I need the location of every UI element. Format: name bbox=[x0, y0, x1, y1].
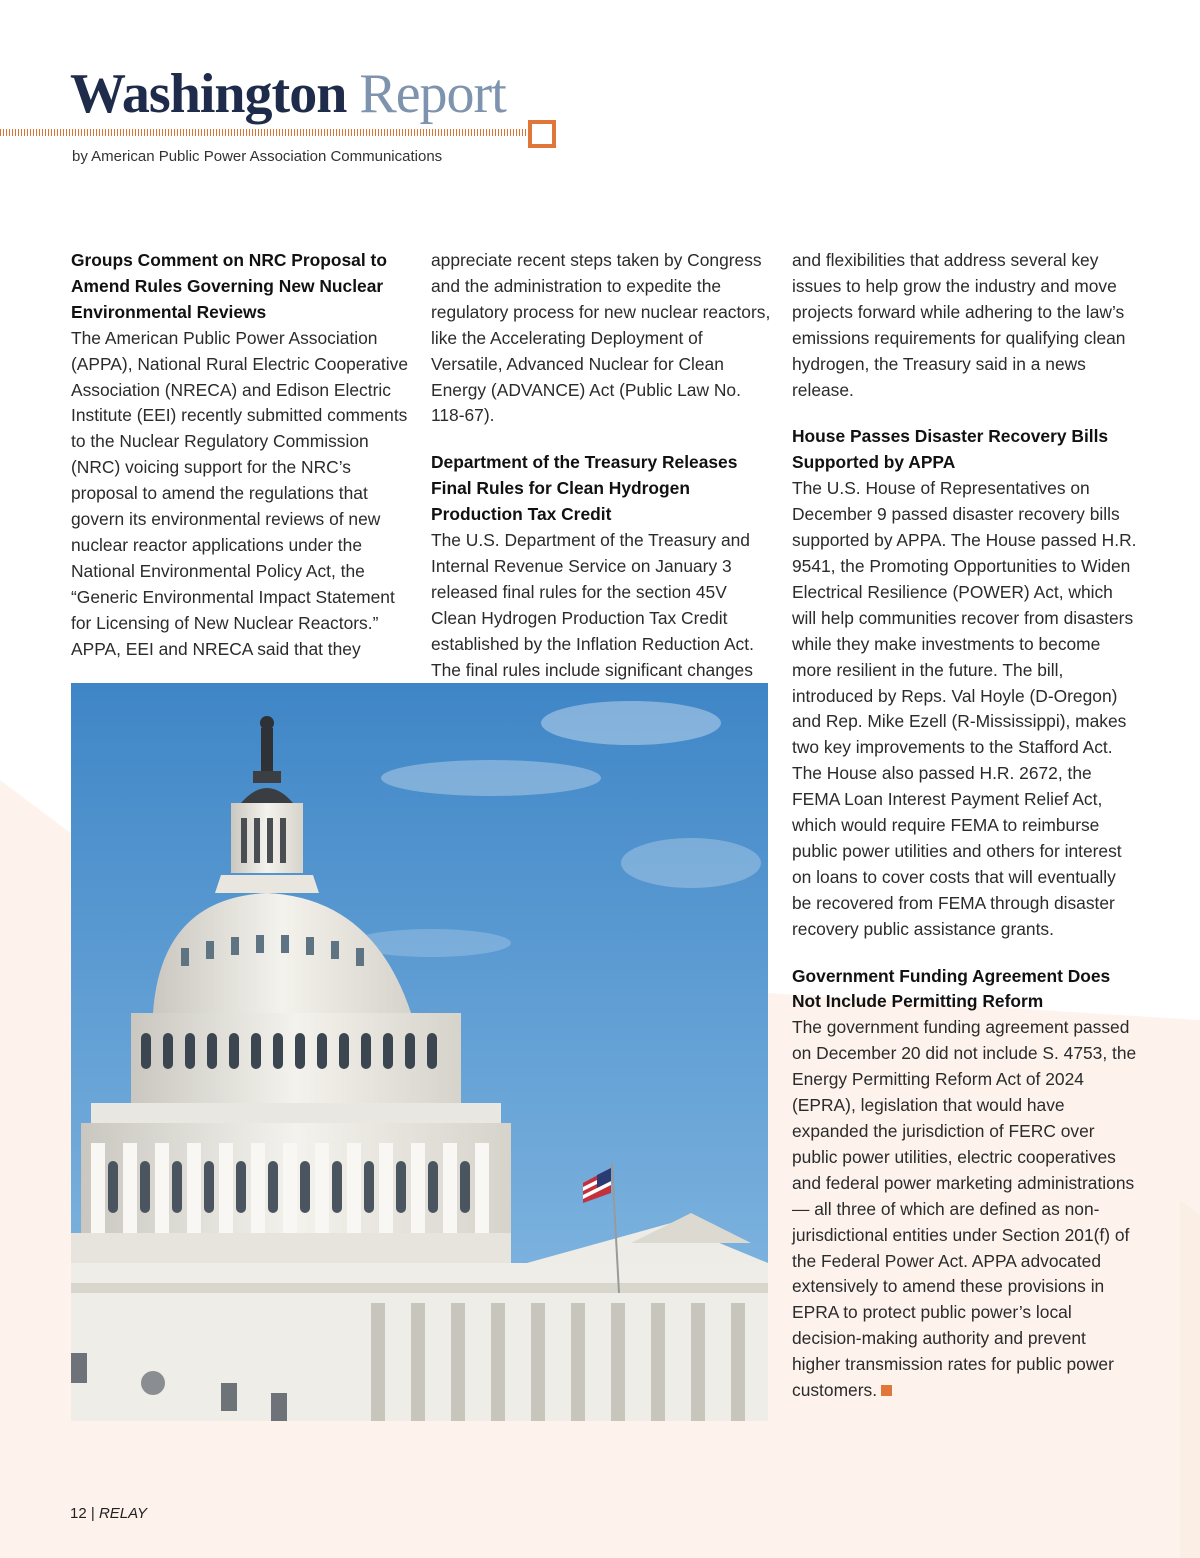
publication-name: RELAY bbox=[98, 1505, 148, 1522]
masthead bbox=[70, 62, 506, 126]
orange-square-icon bbox=[881, 1385, 892, 1396]
footer-separator: | bbox=[90, 1505, 95, 1522]
page-footer bbox=[70, 1505, 147, 1522]
article-body-last bbox=[792, 1015, 1137, 1404]
article-body-continued: and flexibilities that address several key issues to help grow the industry and move projects forward while adhering to the law’s emissions requirements for qualifying clean hydrogen, the Treasury said in a news release. bbox=[792, 250, 1126, 400]
article-body: The American Public Power Association (APPA), National Rural Electric Cooperative Association (NRECA) and Edison Electric Institute (EEI) recently submitted comments to the Nuclear Regulatory Commission (NRC) voicing support for the NRC’s proposal to amend the regulations that govern its environmental reviews of new nuclear reactor applications under the National Environmental Policy Act, the “Generic Environmental Impact Statement for Licensing of New Nuclear Reactors.” APPA, EEI and NRECA said that they bbox=[71, 327, 408, 659]
article-heading: House Passes Disaster Recovery Bills Supported by APPA bbox=[792, 426, 1109, 473]
title-light-word: Report bbox=[359, 63, 506, 125]
article-heading: Department of the Treasury Releases Final Rules for Clean Hydrogen Production Tax Credit bbox=[431, 452, 738, 525]
article-body: The U.S. Department of the Treasury and Internal Revenue Service on January 3 released final rules for the section 45V Clean Hydrogen Production Tax Credit established by the Inflation Reduction Act. The final rules include significant changes bbox=[431, 530, 754, 680]
column-2 bbox=[431, 248, 776, 684]
orange-outlined-square-icon bbox=[528, 120, 556, 148]
article-heading: Government Funding Agreement Does Not Include Permitting Reform bbox=[792, 965, 1111, 1012]
capitol-dome-photo bbox=[71, 683, 768, 1421]
article-body-text: The government funding agreement passed on December 20 did not include S. 4753, the Energy Permitting Reform Act of 2024 (EPRA), legislation that would have expanded the jurisdiction of FERC over public power utilities, electric cooperatives and federal power marketing administrations — all three of which are defined as non-jurisdictional entities under Section 201(f) of the Federal Power Act. APPA advocated extensively to amend these provisions in EPRA to protect public power’s local decision-making authority and prevent higher transmission rates for public power customers. bbox=[792, 1017, 1137, 1401]
byline: by American Public Power Association Communications bbox=[72, 148, 443, 165]
page-title bbox=[70, 62, 506, 126]
article-body: The U.S. House of Representatives on December 9 passed disaster recovery bills supported by APPA. The House passed H.R. 9541, the Promoting Opportunities to Widen Electrical Resilience (POWER) Act, which will help communities recover from disasters while they make investments to become more resilient in the future. The bill, introduced by Reps. Val Hoyle (D-Oregon) and Rep. Mike Ezell (R-Mississippi), makes two key improvements to the Stafford Act. The House also passed H.R. 2672, the FEMA Loan Interest Payment Relief Act, which would require FEMA to reimburse public power utilities and others for interest on loans to cover costs that will eventually be recovered from FEMA through disaster recovery public assistance grants. bbox=[792, 478, 1137, 939]
page-number: 12 bbox=[70, 1505, 87, 1522]
column-1 bbox=[71, 248, 416, 663]
article-heading: Groups Comment on NRC Proposal to Amend Rules Governing New Nuclear Environmental Reviews bbox=[71, 250, 387, 322]
dotted-rule bbox=[0, 129, 528, 136]
article-body-continued: appreciate recent steps taken by Congress and the administration to expedite the regulatory process for new nuclear reactors, like the Accelerating Deployment of Versatile, Advanced Nuclear for Clean Energy (ADVANCE) Act (Public Law No. 118-67). bbox=[431, 250, 771, 426]
title-bold-word: Washington bbox=[70, 63, 347, 125]
column-3 bbox=[792, 248, 1137, 1404]
